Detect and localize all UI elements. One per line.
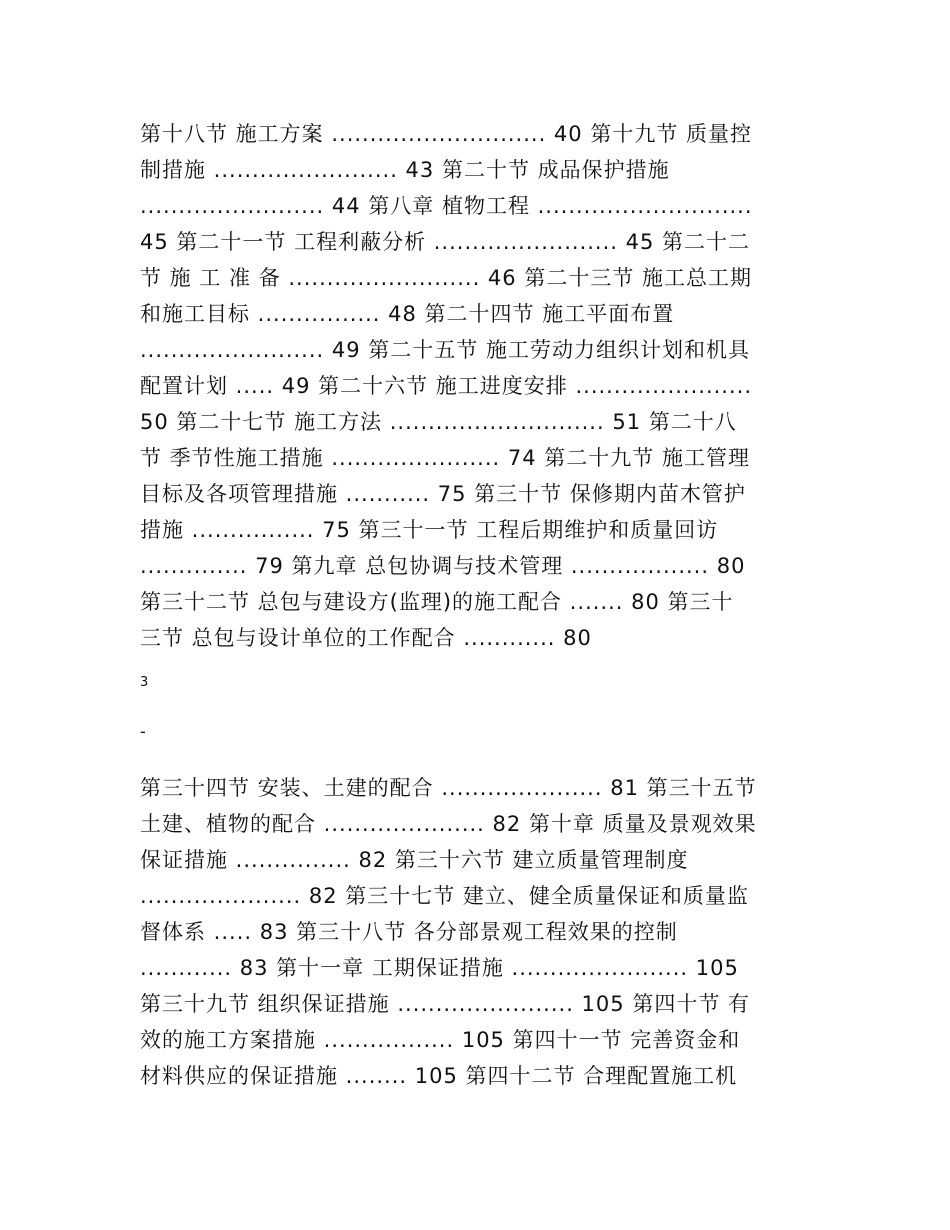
toc-line: ............ 83 第十一章 工期保证措施 ....................... 105 <box>140 956 739 980</box>
toc-line: 配置计划 ..... 49 第二十六节 施工进度安排 ....................... <box>140 374 753 398</box>
toc-line: 第三十二节 总包与建设方(监理)的施工配合 ....... 80 第三十 <box>140 590 734 614</box>
toc-line: 三节 总包与设计单位的工作配合 ............ 80 <box>140 626 592 650</box>
page-separator: - <box>140 722 146 741</box>
page-number: 3 <box>140 675 149 690</box>
toc-line: 节 季节性施工措施 ...................... 74 第二十九节 施工管理 <box>140 446 750 470</box>
toc-line: .............. 79 第九章 总包协调与技术管理 .................. 80 <box>140 554 746 578</box>
toc-line: 督体系 ..... 83 第三十八节 各分部景观工程效果的控制 <box>140 920 678 944</box>
toc-line: 和施工目标 ................ 48 第二十四节 施工平面布置 <box>140 302 675 326</box>
toc-line: 第三十四节 安装、土建的配合 ..................... 81 第三十五节 <box>140 776 757 800</box>
toc-line: 土建、植物的配合 ..................... 82 第十章 质量及景观效果 <box>140 812 757 836</box>
toc-line: 第十八节 施工方案 ............................ 40 第十九节 质量控 <box>140 122 753 146</box>
toc-line: 措施 ................ 75 第三十一节 工程后期维护和质量回访 <box>140 518 719 542</box>
toc-line: ........................ 44 第八章 植物工程 ............................ <box>140 194 753 218</box>
toc-line: 节 施 工 准 备 ......................... 46 第二十三节 施工总工期 <box>140 266 753 290</box>
toc-line: 保证措施 ............... 82 第三十六节 建立质量管理制度 <box>140 848 689 872</box>
toc-line: 制措施 ........................ 43 第二十节 成品保护措施 <box>140 158 670 182</box>
toc-line: ..................... 82 第三十七节 建立、健全质量保证和质量监 <box>140 884 749 908</box>
toc-line: ........................ 49 第二十五节 施工劳动力组织计划和机具 <box>140 338 750 362</box>
toc-line: 材料供应的保证措施 ........ 105 第四十二节 合理配置施工机 <box>140 1064 738 1088</box>
toc-line: 目标及各项管理措施 ........... 75 第三十节 保修期内苗木管护 <box>140 482 746 506</box>
toc-line: 第三十九节 组织保证措施 ....................... 105 第四十节 有 <box>140 992 750 1016</box>
toc-line: 50 第二十七节 施工方法 ............................ 51 第二十八 <box>140 410 737 434</box>
toc-line: 效的施工方案措施 ................. 105 第四十一节 完善资金和 <box>140 1028 741 1052</box>
toc-line: 45 第二十一节 工程利蔽分析 ........................ 45 第二十二 <box>140 230 751 254</box>
